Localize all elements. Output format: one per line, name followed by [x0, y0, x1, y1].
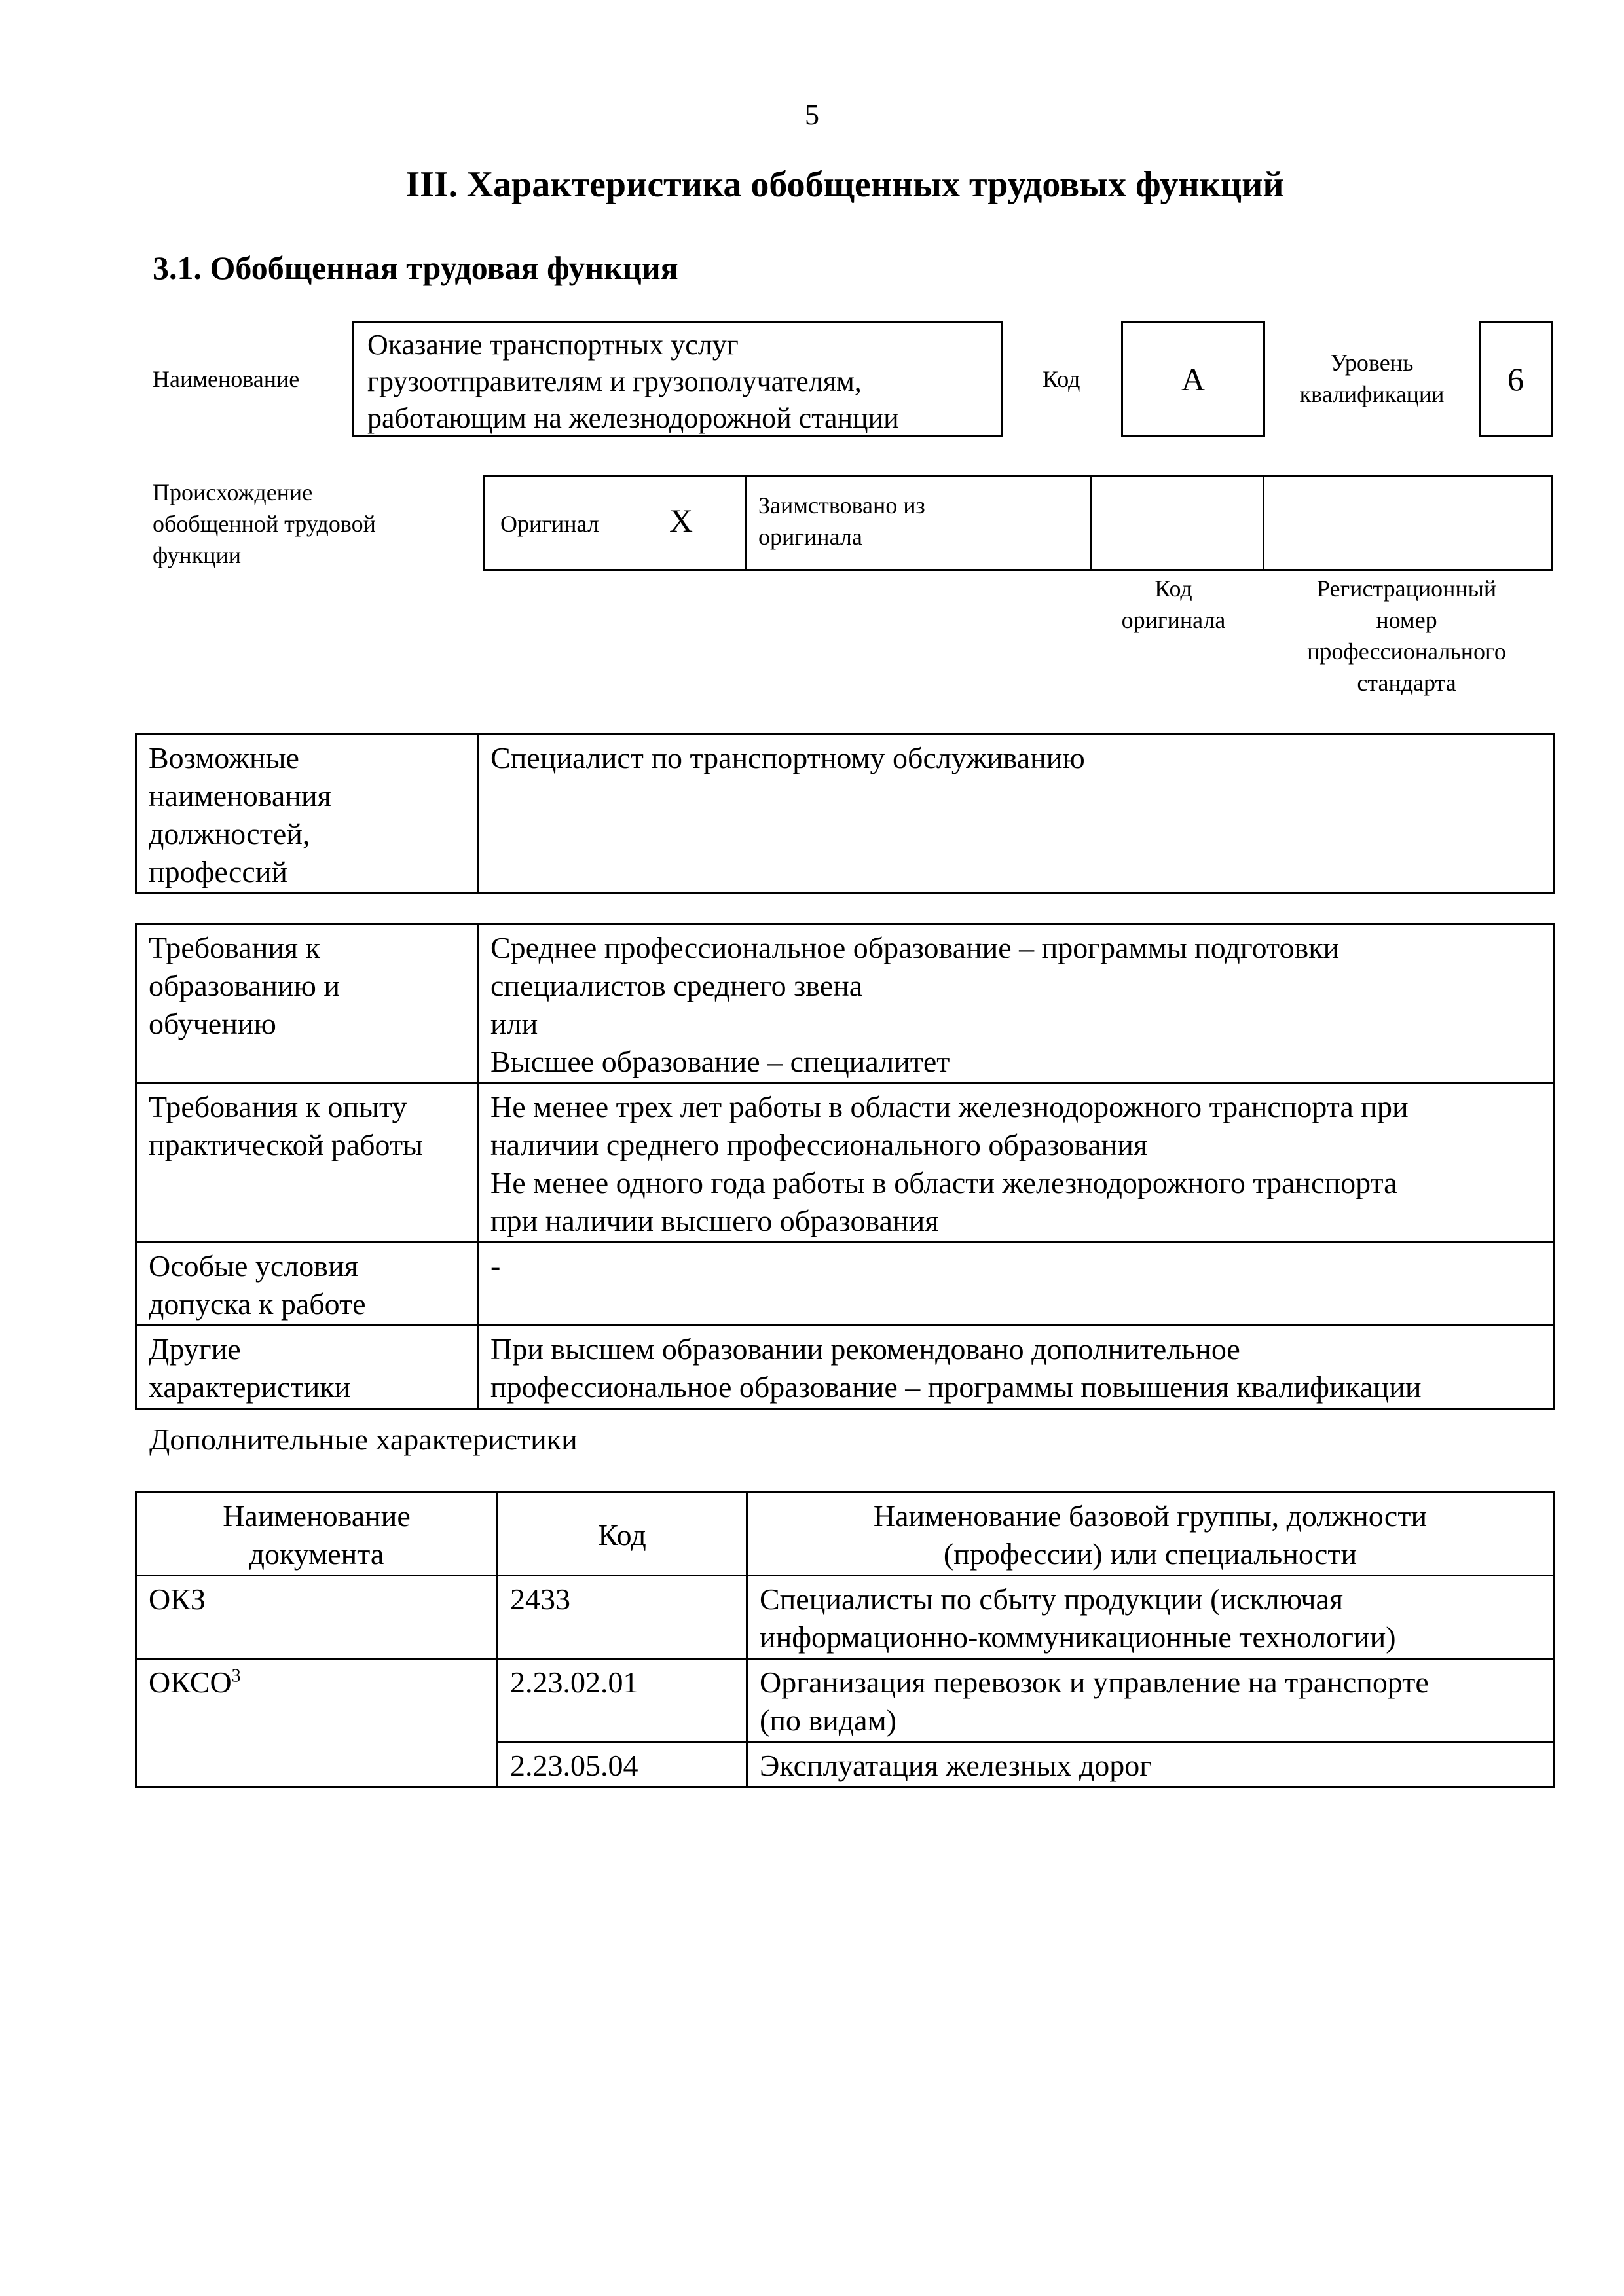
level-label — [1287, 347, 1457, 410]
caption-line: оригинала — [1121, 607, 1226, 633]
origin-label-line: функции — [153, 542, 241, 568]
label-line: обучению — [149, 1007, 276, 1040]
code-cell: 2.23.05.04 — [498, 1742, 747, 1787]
requirement-value — [478, 1243, 1554, 1326]
reg-number-caption — [1261, 573, 1553, 699]
value-line: специалистов среднего звена — [490, 969, 863, 1002]
function-name-box — [352, 321, 1003, 437]
label-line: практической работы — [149, 1128, 423, 1161]
label-line: Требования к — [149, 931, 320, 964]
doc-cell: ОКЗ — [136, 1576, 498, 1659]
label-line: образованию и — [149, 969, 340, 1002]
value-line: Не менее одного года работы в области железнодорожного транспорта — [490, 1166, 1397, 1199]
requirement-value — [478, 1326, 1554, 1409]
name-line: Специалисты по сбыту продукции (исключая — [760, 1582, 1344, 1616]
header-line: (профессии) или специальности — [943, 1537, 1357, 1571]
table-row — [136, 735, 1554, 894]
name-line: (по видам) — [760, 1704, 897, 1737]
label-line: профессий — [149, 855, 288, 888]
requirement-label — [136, 924, 478, 1084]
code-value: А — [1181, 361, 1206, 397]
requirement-label — [136, 1326, 478, 1409]
label-line: Другие — [149, 1332, 241, 1366]
caption-line: стандарта — [1357, 670, 1456, 696]
col-header-document — [136, 1493, 498, 1576]
table-row — [136, 1659, 1554, 1742]
additional-table — [135, 1491, 1555, 1788]
value-line: Высшее образование – специалитет — [490, 1045, 950, 1078]
table-header-row — [136, 1493, 1554, 1576]
borrowed-label-line: оригинала — [758, 524, 862, 550]
origin-label — [153, 477, 376, 571]
table-row — [136, 1243, 1554, 1326]
level-value-box — [1479, 321, 1553, 437]
level-label-line: квалификации — [1299, 381, 1445, 407]
doc-cell — [136, 1659, 498, 1787]
borrowed-label — [758, 490, 925, 553]
section-title: III. Характеристика обобщенных трудовых функций — [405, 164, 1284, 205]
label-line: допуска к работе — [149, 1287, 366, 1321]
caption-line: Регистрационный — [1316, 575, 1497, 602]
table-row — [136, 1576, 1554, 1659]
value-line: при наличии высшего образования — [490, 1204, 939, 1237]
origin-label-line: Происхождение — [153, 479, 313, 505]
code-original-caption — [1088, 573, 1259, 636]
subsection-title: 3.1. Обобщенная трудовая функция — [153, 249, 678, 286]
function-name-line: работающим на железнодорожной станции — [367, 402, 899, 434]
name-cell — [747, 1659, 1554, 1742]
additional-heading: Дополнительные характеристики — [149, 1423, 578, 1456]
label-line: должностей, — [149, 817, 310, 850]
value-line: Не менее трех лет работы в области железнодорожного транспорта при — [490, 1090, 1409, 1123]
positions-label — [136, 735, 478, 894]
code-value-box — [1121, 321, 1265, 437]
label-line: характеристики — [149, 1370, 351, 1404]
footnote-mark: 3 — [231, 1666, 241, 1686]
header-line: Наименование базовой группы, должности — [873, 1499, 1428, 1533]
table-row — [136, 1084, 1554, 1243]
caption-line: номер — [1376, 607, 1437, 633]
col-header-name — [747, 1493, 1554, 1576]
name-line: Эксплуатация железных дорог — [760, 1749, 1153, 1782]
code-label: Код — [1043, 366, 1080, 392]
name-cell — [747, 1576, 1554, 1659]
page-number: 5 — [805, 99, 819, 131]
requirement-value — [478, 1084, 1554, 1243]
label-line: Особые условия — [149, 1249, 358, 1283]
header-line: документа — [249, 1537, 384, 1571]
header-line: Наименование — [223, 1499, 411, 1533]
level-label-line: Уровень — [1330, 350, 1414, 376]
label-line: наименования — [149, 779, 331, 812]
borrowed-label-line: Заимствовано из — [758, 492, 925, 519]
doc-name: ОКСО — [149, 1666, 232, 1699]
value-line: Среднее профессиональное образование – программы подготовки — [490, 931, 1340, 964]
value-line: наличии среднего профессионального образования — [490, 1128, 1148, 1161]
value-line: или — [490, 1007, 538, 1040]
name-line: Организация перевозок и управление на транспорте — [760, 1666, 1429, 1699]
table-row — [136, 924, 1554, 1084]
value-line: При высшем образовании рекомендовано дополнительное — [490, 1332, 1240, 1366]
origin-label-line: обобщенной трудовой — [153, 511, 376, 537]
original-mark: X — [669, 502, 693, 539]
level-value: 6 — [1507, 361, 1524, 397]
value-line: профессиональное образование – программы повышения квалификации — [490, 1370, 1422, 1404]
original-label: Оригинал — [500, 511, 599, 537]
requirements-table — [135, 923, 1555, 1410]
requirement-label — [136, 1084, 478, 1243]
caption-line: Код — [1154, 575, 1192, 602]
code-cell: 2433 — [498, 1576, 747, 1659]
caption-line: профессионального — [1307, 638, 1506, 665]
positions-value: Специалист по транспортному обслуживанию — [478, 735, 1554, 894]
value-line: - — [490, 1249, 501, 1283]
label-line: Требования к опыту — [149, 1090, 407, 1123]
function-name-line: Оказание транспортных услуг — [367, 329, 739, 361]
requirement-label — [136, 1243, 478, 1326]
function-name-line: грузоотправителям и грузополучателям, — [367, 365, 862, 397]
origin-box — [483, 475, 1553, 571]
name-label: Наименование — [153, 366, 300, 392]
name-line: информационно-коммуникационные технологии) — [760, 1620, 1396, 1654]
label-line: Возможные — [149, 741, 299, 774]
code-cell: 2.23.02.01 — [498, 1659, 747, 1742]
positions-table — [135, 733, 1555, 894]
requirement-value — [478, 924, 1554, 1084]
name-cell — [747, 1742, 1554, 1787]
col-header-code: Код — [498, 1493, 747, 1576]
table-row — [136, 1326, 1554, 1409]
